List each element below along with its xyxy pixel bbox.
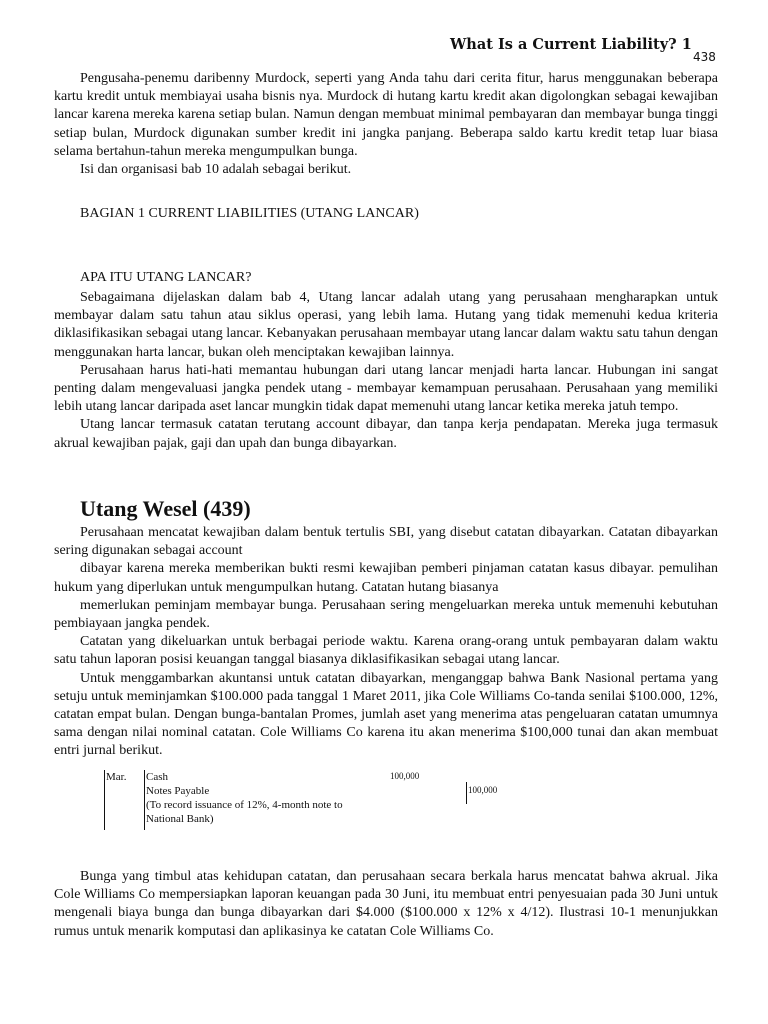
journal-explanation-line-1: (To record issuance of 12%, 4-month note to [146,799,343,811]
current-liability-heading: APA ITU UTANG LANCAR? [80,270,252,285]
journal-debit-amount: 100,000 [390,771,420,781]
notes-payable-paragraph-2: dibayar karena mereka memberikan bukti resmi kewajiban pemberi pinjaman catatan kasus dibayar. pemulihan hukum yang diperlukan untuk mengumpulkan hutang. Catatan hutang biasanya [54,561,718,595]
journal-rule [104,770,105,830]
journal-credit-account: Notes Payable [146,785,210,797]
journal-rule [144,770,145,830]
notes-payable-paragraph-4: Catatan yang dikeluarkan untuk berbagai periode waktu. Karena orang-orang untuk pembayaran dalam waktu satu tahun laporan posisi keuangan tanggal biasanya diklasifikasikan sebagai utang lancar. [54,634,718,668]
current-liability-paragraph-3: Utang lancar termasuk catatan terutang account dibayar, dan tanpa kerja pendapatan. Mereka juga termasuk akrual kewajiban pajak, gaji dan upah dan bunga dibayarkan. [54,417,718,451]
current-liability-paragraph-2: Perusahaan harus hati-hati memantau hubungan dari utang lancar menjadi harta lancar. Hubungan ini sangat penting dalam mengevaluasi jangka pendek utang - membayar kemampuan perusahaan. Perusahaan yang memiliki lebih utang lancar daripada aset lancar mungkin tidak dapat memenuhi utang lancar ketika mereka jatuh tempo. [54,362,718,415]
interest-paragraph-1: Bunga yang timbul atas kehidupan catatan, dan perusahaan secara berkala harus mencatat bahwa akrual. Jika Cole Williams Co mempersiapkan laporan keuangan pada 30 Juni, itu membuat entri penyesuaian pada 30 Juni untuk mengenali biaya bunga dan bunga dibayarkan dari $4.000 ($100.000 x 12% x 4/12). Ilustrasi 10-1 menunjukkan rumus untuk menarik komputasi dan aplikasinya ke catatan Cole Williams Co. [54,869,718,939]
page-number: 438 [693,50,716,64]
interest-section [54,868,718,941]
intro-section [54,70,718,179]
current-liability-section [54,289,718,453]
notes-payable-heading: Utang Wesel (439) [80,496,251,521]
notes-payable-paragraph-1: Perusahaan mencatat kewajiban dalam bentuk tertulis SBI, yang disebut catatan dibayarkan. Catatan dibayarkan sering digunakan sebagai account [54,525,718,559]
notes-payable-paragraph-5: Untuk menggambarkan akuntansi untuk catatan dibayarkan, menganggap bahwa Bank Nasional pertama yang setuju untuk meminjamkan $100.000 pada tanggal 1 Maret 2011, jika Cole Williams Co-tanda senilai $100.000, 12%, catatan empat bulan. Dengan bunga-bantalan Promes, jumlah aset yang menerima atas pengeluaran catatan umumnya sama dengan nilai nominal catatan. Cole Williams Co karena itu akan menerima $100,000 tunai dan akan membuat entri jurnal berikut. [54,670,718,759]
journal-entry [100,768,520,832]
notes-payable-section [54,524,718,761]
journal-rule [466,782,467,804]
journal-date: Mar. [106,771,127,783]
intro-paragraph-1: Pengusaha-penemu daribenny Murdock, seperti yang Anda tahu dari cerita fitur, harus menggunakan beberapa kartu kredit untuk membiayai usaha bisnis nya. Murdock di hutang kartu kredit akan digolongkan sebagai kewajiban lancar karena mereka karena setiap bulan. Namun dengan membuat minimal pembayaran dan membayar bunga tinggi setiap bulan, Murdock digunakan sumber kredit ini jangka panjang. Beberapa saldo kartu kredit tetap luar biasa selama bertahun-tahun mereka mengumpulkan bunga. [54,71,718,159]
journal-explanation-line-2: National Bank) [146,813,214,825]
notes-payable-paragraph-3: memerlukan peminjam membayar bunga. Perusahaan sering mengeluarkan mereka untuk memenuhi kebutuhan pembiayaan jangka pendek. [54,597,718,632]
running-header-title: What Is a Current Liability? 1 [450,36,692,53]
journal-accounts [146,770,386,826]
journal-debit-account: Cash [146,771,168,783]
current-liability-paragraph-1: Sebagaimana dijelaskan dalam bab 4, Utang lancar adalah utang yang perusahaan mengharapkan untuk membayar dalam satu tahun atau siklus operasi, yang lebih lama. Hutang yang tidak memenuhi kedua kriteria diklasifikasikan sebagai utang lancar. Kebanyakan perusahaan membayar utang lancar dalam waktu satu tahun dengan menggunakan harta lancar, bukan oleh menciptakan kewajiban lainnya. [54,290,718,360]
journal-credit-amount: 100,000 [468,785,498,795]
section-1-heading: BAGIAN 1 CURRENT LIABILITIES (UTANG LANCAR) [80,206,419,221]
intro-paragraph-2: Isi dan organisasi bab 10 adalah sebagai berikut. [80,162,352,178]
